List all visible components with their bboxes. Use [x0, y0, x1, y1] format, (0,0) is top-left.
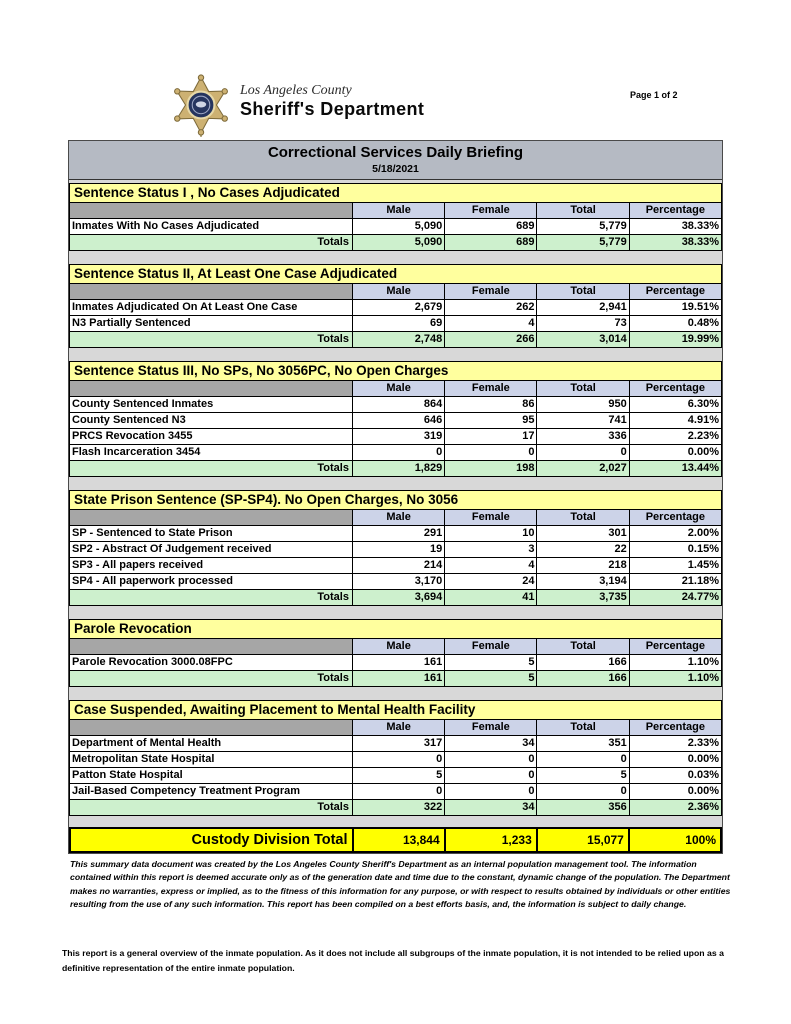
total-value: 336	[537, 429, 629, 445]
female-value: 4	[445, 558, 537, 574]
grand-total-label: Custody Division Total	[70, 828, 353, 852]
column-header-female: Female	[445, 284, 537, 300]
table-row	[70, 429, 722, 445]
table-row	[70, 526, 722, 542]
totals-male-value: 2,748	[352, 332, 444, 348]
row-label: SP3 - All papers received	[70, 558, 353, 574]
totals-male-value: 3,694	[352, 590, 444, 606]
row-label: County Sentenced N3	[70, 413, 353, 429]
column-header-row	[70, 720, 722, 736]
male-value: 864	[352, 397, 444, 413]
table-row	[70, 574, 722, 590]
row-label: Parole Revocation 3000.08FPC	[70, 655, 353, 671]
total-value: 3,194	[537, 574, 629, 590]
totals-percentage-value: 24.77%	[629, 590, 721, 606]
totals-row	[70, 590, 722, 606]
column-header-female: Female	[445, 203, 537, 219]
column-header-total: Total	[537, 510, 629, 526]
totals-female-value: 5	[445, 671, 537, 687]
table-row	[70, 768, 722, 784]
totals-female-value: 689	[445, 235, 537, 251]
totals-female-value: 198	[445, 461, 537, 477]
female-value: 34	[445, 736, 537, 752]
row-label: SP2 - Abstract Of Judgement received	[70, 542, 353, 558]
total-value: 0	[537, 784, 629, 800]
total-value: 5	[537, 768, 629, 784]
total-value: 166	[537, 655, 629, 671]
county-name: Los Angeles County	[240, 83, 352, 98]
male-value: 161	[352, 655, 444, 671]
section-4	[69, 490, 722, 606]
totals-total-value: 3,014	[537, 332, 629, 348]
column-header-row	[70, 284, 722, 300]
totals-percentage-value: 1.10%	[629, 671, 721, 687]
female-value: 5	[445, 655, 537, 671]
totals-total-value: 356	[537, 800, 629, 816]
male-value: 5	[352, 768, 444, 784]
female-value: 3	[445, 542, 537, 558]
total-value: 22	[537, 542, 629, 558]
total-value: 741	[537, 413, 629, 429]
male-value: 0	[352, 784, 444, 800]
total-value: 2,941	[537, 300, 629, 316]
totals-percentage-value: 13.44%	[629, 461, 721, 477]
totals-label: Totals	[70, 800, 353, 816]
percentage-value: 0.15%	[629, 542, 721, 558]
percentage-value: 0.48%	[629, 316, 721, 332]
totals-female-value: 41	[445, 590, 537, 606]
department-name: Sheriff's Department	[240, 98, 425, 119]
percentage-value: 19.51%	[629, 300, 721, 316]
total-value: 218	[537, 558, 629, 574]
totals-label: Totals	[70, 671, 353, 687]
percentage-value: 1.10%	[629, 655, 721, 671]
male-value: 214	[352, 558, 444, 574]
table-row	[70, 300, 722, 316]
column-header-row	[70, 510, 722, 526]
male-value: 5,090	[352, 219, 444, 235]
totals-row	[70, 800, 722, 816]
page-title: Correctional Services Daily Briefing	[267, 144, 524, 161]
male-value: 291	[352, 526, 444, 542]
total-value: 301	[537, 526, 629, 542]
percentage-value: 2.23%	[629, 429, 721, 445]
row-label: Metropolitan State Hospital	[70, 752, 353, 768]
percentage-value: 2.00%	[629, 526, 721, 542]
column-header-total: Total	[537, 381, 629, 397]
totals-label: Totals	[70, 461, 353, 477]
section-heading: Sentence Status I , No Cases Adjudicated	[69, 183, 722, 203]
percentage-value: 2.33%	[629, 736, 721, 752]
male-value: 0	[352, 445, 444, 461]
table-row	[70, 736, 722, 752]
totals-female-value: 266	[445, 332, 537, 348]
total-value: 950	[537, 397, 629, 413]
male-value: 3,170	[352, 574, 444, 590]
section-table	[69, 638, 722, 687]
column-header-male: Male	[352, 284, 444, 300]
female-value: 0	[445, 445, 537, 461]
section-table	[69, 380, 722, 477]
sections-container	[69, 183, 722, 816]
male-value: 0	[352, 752, 444, 768]
section-5	[69, 619, 722, 687]
column-header-female: Female	[445, 381, 537, 397]
grand-total-male: 13,844	[353, 828, 445, 852]
table-row	[70, 542, 722, 558]
column-header-row	[70, 381, 722, 397]
disclaimer-text: This summary data document was created by the Los Angeles County Sheriff's Department as an internal population management tool. The information contained within this report is deemed accurate only as of the generation date and time due to the constant, dynamic change of the population. The Department makes no warranties, express or implied, as to the fitness of this information for any purpose, or with respect to results obtained by individuals or other entities resulting from the use of any such information. This report has been compiled on a best efforts basis, and, the information is subject to daily change.	[70, 859, 731, 910]
female-value: 262	[445, 300, 537, 316]
totals-percentage-value: 19.99%	[629, 332, 721, 348]
totals-female-value: 34	[445, 800, 537, 816]
column-header-female: Female	[445, 720, 537, 736]
total-value: 5,779	[537, 219, 629, 235]
section-2	[69, 264, 722, 348]
totals-male-value: 1,829	[352, 461, 444, 477]
percentage-value: 0.00%	[629, 752, 721, 768]
male-value: 19	[352, 542, 444, 558]
section-1	[69, 183, 722, 251]
page-number: Page 1 of 2	[630, 90, 678, 100]
percentage-value: 0.00%	[629, 784, 721, 800]
column-header-percentage: Percentage	[629, 203, 721, 219]
total-value: 0	[537, 752, 629, 768]
section-heading: Sentence Status II, At Least One Case Adjudicated	[69, 264, 722, 284]
female-value: 86	[445, 397, 537, 413]
totals-row	[70, 332, 722, 348]
female-value: 689	[445, 219, 537, 235]
row-label-header	[70, 381, 353, 397]
totals-male-value: 322	[352, 800, 444, 816]
row-label: PRCS Revocation 3455	[70, 429, 353, 445]
table-row	[70, 445, 722, 461]
custody-division-total	[69, 827, 722, 853]
totals-label: Totals	[70, 590, 353, 606]
column-header-male: Male	[352, 203, 444, 219]
female-value: 0	[445, 752, 537, 768]
table-row	[70, 655, 722, 671]
grand-total-row	[70, 828, 721, 852]
totals-percentage-value: 38.33%	[629, 235, 721, 251]
column-header-percentage: Percentage	[629, 284, 721, 300]
section-table	[69, 719, 722, 816]
column-header-male: Male	[352, 381, 444, 397]
male-value: 646	[352, 413, 444, 429]
row-label: Inmates Adjudicated On At Least One Case	[70, 300, 353, 316]
total-value: 0	[537, 445, 629, 461]
row-label-header	[70, 639, 353, 655]
column-header-female: Female	[445, 639, 537, 655]
totals-row	[70, 235, 722, 251]
totals-label: Totals	[70, 235, 353, 251]
total-value: 73	[537, 316, 629, 332]
table-row	[70, 413, 722, 429]
table-row	[70, 316, 722, 332]
row-label-header	[70, 510, 353, 526]
column-header-row	[70, 203, 722, 219]
column-header-percentage: Percentage	[629, 720, 721, 736]
percentage-value: 38.33%	[629, 219, 721, 235]
female-value: 17	[445, 429, 537, 445]
row-label-header	[70, 203, 353, 219]
percentage-value: 0.03%	[629, 768, 721, 784]
totals-total-value: 2,027	[537, 461, 629, 477]
female-value: 10	[445, 526, 537, 542]
totals-total-value: 3,735	[537, 590, 629, 606]
column-header-female: Female	[445, 510, 537, 526]
totals-label: Totals	[70, 332, 353, 348]
section-heading: Case Suspended, Awaiting Placement to Mental Health Facility	[69, 700, 722, 720]
column-header-percentage: Percentage	[629, 510, 721, 526]
percentage-value: 1.45%	[629, 558, 721, 574]
section-heading: Sentence Status III, No SPs, No 3056PC, No Open Charges	[69, 361, 722, 381]
percentage-value: 0.00%	[629, 445, 721, 461]
percentage-value: 6.30%	[629, 397, 721, 413]
table-row	[70, 558, 722, 574]
totals-male-value: 5,090	[352, 235, 444, 251]
section-table	[69, 283, 722, 348]
table-row	[70, 784, 722, 800]
brand-block	[240, 84, 424, 119]
row-label: County Sentenced Inmates	[70, 397, 353, 413]
totals-row	[70, 671, 722, 687]
female-value: 24	[445, 574, 537, 590]
briefing-box	[68, 140, 723, 854]
row-label: N3 Partially Sentenced	[70, 316, 353, 332]
percentage-value: 21.18%	[629, 574, 721, 590]
row-label: Patton State Hospital	[70, 768, 353, 784]
grand-total-total: 15,077	[537, 828, 629, 852]
table-row	[70, 397, 722, 413]
section-6	[69, 700, 722, 816]
percentage-value: 4.91%	[629, 413, 721, 429]
totals-row	[70, 461, 722, 477]
female-value: 0	[445, 768, 537, 784]
row-label: Flash Incarceration 3454	[70, 445, 353, 461]
column-header-row	[70, 639, 722, 655]
totals-total-value: 166	[537, 671, 629, 687]
table-row	[70, 219, 722, 235]
column-header-male: Male	[352, 510, 444, 526]
row-label: Inmates With No Cases Adjudicated	[70, 219, 353, 235]
male-value: 69	[352, 316, 444, 332]
female-value: 4	[445, 316, 537, 332]
column-header-total: Total	[537, 203, 629, 219]
row-label-header	[70, 284, 353, 300]
grand-total-percentage: 100%	[629, 828, 721, 852]
table-row	[70, 752, 722, 768]
section-3	[69, 361, 722, 477]
female-value: 95	[445, 413, 537, 429]
title-bar	[69, 141, 722, 180]
section-table	[69, 509, 722, 606]
section-heading: State Prison Sentence (SP-SP4). No Open Charges, No 3056	[69, 490, 722, 510]
row-label: Jail-Based Competency Treatment Program	[70, 784, 353, 800]
row-label-header	[70, 720, 353, 736]
totals-percentage-value: 2.36%	[629, 800, 721, 816]
column-header-percentage: Percentage	[629, 639, 721, 655]
totals-total-value: 5,779	[537, 235, 629, 251]
row-label: Department of Mental Health	[70, 736, 353, 752]
sheriff-star-badge-icon	[170, 74, 232, 143]
column-header-total: Total	[537, 639, 629, 655]
column-header-total: Total	[537, 720, 629, 736]
column-header-male: Male	[352, 639, 444, 655]
male-value: 319	[352, 429, 444, 445]
section-heading: Parole Revocation	[69, 619, 722, 639]
overview-text: This report is a general overview of the inmate population. As it does not include all subgroups of the inmate population, it is not intended to be relied upon as a definitive representation of the entire inmate population.	[62, 948, 724, 973]
total-value: 351	[537, 736, 629, 752]
row-label: SP - Sentenced to State Prison	[70, 526, 353, 542]
column-header-male: Male	[352, 720, 444, 736]
column-header-percentage: Percentage	[629, 381, 721, 397]
female-value: 0	[445, 784, 537, 800]
report-date: 5/18/2021	[372, 163, 419, 175]
column-header-total: Total	[537, 284, 629, 300]
male-value: 2,679	[352, 300, 444, 316]
row-label: SP4 - All paperwork processed	[70, 574, 353, 590]
totals-male-value: 161	[352, 671, 444, 687]
grand-total-female: 1,233	[445, 828, 537, 852]
male-value: 317	[352, 736, 444, 752]
section-table	[69, 202, 722, 251]
